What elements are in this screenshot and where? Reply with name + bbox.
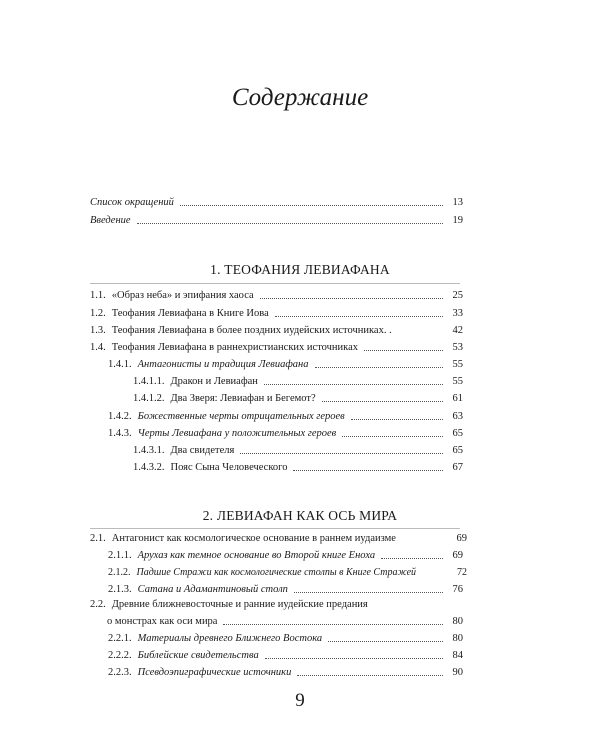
toc-page-number: 69 <box>456 533 467 544</box>
toc-entry-text: Арухаз как темное основание во Второй книге Еноха <box>137 550 376 561</box>
dot-leader <box>381 558 443 559</box>
toc-entry-text: Материалы древнего Ближнего Востока <box>137 633 323 644</box>
toc-entry-text: Библейские свидетельства <box>137 650 259 661</box>
toc-entry-text: Теофания Левиафана в Книге Иова <box>111 308 269 319</box>
chapter-1-heading: 1. ТЕОФАНИЯ ЛЕВИАФАНА <box>210 262 390 277</box>
toc-page-number: 53 <box>452 342 463 353</box>
toc-entry[interactable] <box>90 287 463 303</box>
toc-entry[interactable] <box>108 564 467 580</box>
toc-entry-text: Божественные черты отрицательных героев <box>137 411 345 422</box>
toc-entry-number: 1.3. <box>90 325 106 336</box>
dot-leader <box>137 223 443 224</box>
toc-page-number: 65 <box>452 428 463 439</box>
toc-entry-number: 1.4.1.1. <box>133 376 165 387</box>
toc-entry-first-line[interactable] <box>90 599 368 610</box>
toc-entry-text: Черты Левиафана у положительных героев <box>137 428 337 439</box>
toc-entry[interactable] <box>108 356 463 372</box>
toc-entry-introduction[interactable] <box>90 212 463 228</box>
toc-entry[interactable] <box>108 664 463 680</box>
dot-leader <box>322 401 443 402</box>
dot-leader <box>240 453 443 454</box>
toc-page-number: 63 <box>452 411 463 422</box>
toc-entry[interactable] <box>133 459 463 475</box>
toc-entry-number: 2.2.3. <box>108 667 132 678</box>
toc-entry-text: Антагонисты и традиция Левиафана <box>137 359 309 370</box>
dot-leader <box>293 470 443 471</box>
toc-entry-text: Древние ближневосточные и ранние иудейские предания <box>111 599 368 610</box>
toc-page-number: 33 <box>452 308 463 319</box>
toc-page-number: 55 <box>452 376 463 387</box>
toc-page-number: 61 <box>452 393 463 404</box>
toc-entry[interactable] <box>108 547 463 563</box>
toc-entry-text: Сатана и Адамантиновый столп <box>137 584 288 595</box>
toc-page-number: 72 <box>457 567 467 578</box>
dot-leader <box>260 298 443 299</box>
dot-leader <box>315 367 443 368</box>
dot-leader <box>342 436 443 437</box>
toc-entry-text: Псевдоэпиграфические источники <box>137 667 292 678</box>
toc-entry-number: 2.1. <box>90 533 106 544</box>
dot-leader <box>275 316 443 317</box>
toc-entry-number: 1.4.1.2. <box>133 393 165 404</box>
toc-page-number: 80 <box>452 616 463 627</box>
toc-entry-number: 2.1.2. <box>108 567 131 578</box>
toc-page-number: 55 <box>452 359 463 370</box>
page-number: 9 <box>295 690 305 711</box>
dot-leader <box>364 350 443 351</box>
dot-leader <box>294 592 443 593</box>
toc-entry[interactable] <box>90 322 463 338</box>
toc-entry-text: Падшие Стражи как космологические столпы в Книге Стражей <box>136 567 417 578</box>
toc-page-number: 84 <box>452 650 463 661</box>
toc-entry[interactable] <box>108 581 463 597</box>
toc-entry-abbreviations[interactable] <box>90 194 463 210</box>
toc-entry-text: Теофания Левиафана в раннехристианских источниках <box>111 342 359 353</box>
toc-page-number: 80 <box>452 633 463 644</box>
toc-entry[interactable] <box>108 630 463 646</box>
toc-page-number: 65 <box>452 445 463 456</box>
dot-leader <box>223 624 443 625</box>
toc-entry[interactable] <box>90 530 467 546</box>
toc-entry-text: Два Зверя: Левиафан и Бегемот? <box>170 393 316 404</box>
toc-page-number: 90 <box>452 667 463 678</box>
toc-entry[interactable] <box>107 613 463 629</box>
page-title: Содержание <box>231 84 369 111</box>
toc-page-number: 19 <box>452 215 463 226</box>
toc-entry-text-cont: о монстрах как оси мира <box>107 616 218 627</box>
toc-entry-number: 1.4.3.1. <box>133 445 165 456</box>
toc-entry-text: Антагонист как космологическое основание в раннем иудаизме <box>111 533 396 544</box>
toc-entry-number: 1.4.3.2. <box>133 462 165 473</box>
toc-entry-text: Дракон и Левиафан <box>170 376 258 387</box>
toc-entry-number: 2.1.1. <box>108 550 132 561</box>
toc-entry-text: Теофания Левиафана в более поздних иудейских источниках. . <box>111 325 392 336</box>
toc-entry-number: 2.1.3. <box>108 584 132 595</box>
toc-entry[interactable] <box>108 647 463 663</box>
toc-entry-number: 1.2. <box>90 308 106 319</box>
toc-page-number: 25 <box>452 290 463 301</box>
toc-entry-text: «Образ неба» и эпифания хаоса <box>111 290 254 301</box>
toc-entry[interactable] <box>108 408 463 424</box>
toc-entry[interactable] <box>133 442 463 458</box>
toc-entry[interactable] <box>90 305 463 321</box>
toc-entry-number: 2.2. <box>90 599 106 610</box>
dot-leader <box>180 205 443 206</box>
dot-leader <box>328 641 443 642</box>
toc-entry-number: 1.1. <box>90 290 106 301</box>
toc-entry[interactable] <box>133 373 463 389</box>
toc-entry-number: 1.4.2. <box>108 411 132 422</box>
toc-entry-number: 1.4. <box>90 342 106 353</box>
toc-page-number: 69 <box>452 550 463 561</box>
toc-entry[interactable] <box>108 425 463 441</box>
toc-entry-text: Два свидетеля <box>170 445 235 456</box>
chapter-2-rule <box>90 528 460 529</box>
toc-entry-text: Список окращений <box>90 197 174 208</box>
toc-entry-text: Пояс Сына Человеческого <box>170 462 288 473</box>
dot-leader <box>351 419 443 420</box>
toc-entry-number: 2.2.2. <box>108 650 132 661</box>
toc-entry-text: Введение <box>90 215 131 226</box>
toc-entry-number: 2.2.1. <box>108 633 132 644</box>
toc-page-number: 42 <box>452 325 463 336</box>
toc-page-number: 67 <box>452 462 463 473</box>
dot-leader <box>264 384 443 385</box>
toc-page-number: 13 <box>452 197 463 208</box>
dot-leader <box>297 675 443 676</box>
toc-entry[interactable] <box>133 390 463 406</box>
toc-entry-number: 1.4.1. <box>108 359 132 370</box>
toc-entry[interactable] <box>90 339 463 355</box>
toc-entry-number: 1.4.3. <box>108 428 132 439</box>
chapter-1-rule <box>90 283 460 284</box>
toc-page-number: 76 <box>452 584 463 595</box>
chapter-2-heading: 2. ЛЕВИАФАН КАК ОСЬ МИРА <box>202 508 398 523</box>
dot-leader <box>265 658 443 659</box>
